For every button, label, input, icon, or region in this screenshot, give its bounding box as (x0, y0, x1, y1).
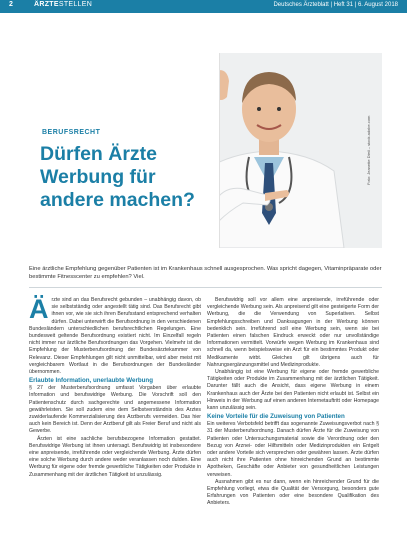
paragraph: Ausnahmen gibt es nur dann, wenn ein hinreichender Grund für die Empfehlung vorliegt, etwa die Qualität der Versorgung, besonders gute Erfahrungen von Patienten oder eine besondere Qualifikation des Anbieters. (207, 478, 379, 507)
drop-cap: Ä (29, 294, 49, 324)
text-column-1 (29, 294, 201, 479)
paragraph: Ein weiteres Verbotsfeld betrifft das sogenannte Zuweisungsverbot nach § 31 der Musterberufsordnung. Danach dürfen Ärzte für die Zuweisung von Patienten oder Untersuchungsmaterial sowie die Verordnung oder den Bezug von Arznei- oder Hilfsmitteln oder Medizinprodukten ein Entgelt oder andere Vorteile sich versprechen oder gewähren lassen. Ärzte dürfen auch nicht ihre Patienten ohne hinreichenden Grund an bestimmte Apotheken, Geschäfte oder Anbieter von gesundheitlichen Leistungen verweisen. (207, 421, 379, 478)
logo-main: ÄRZTE (34, 1, 59, 8)
divider (29, 287, 382, 288)
issue-info: Deutsches Ärzteblatt | Heft 31 | 6. August 2018 (273, 2, 398, 8)
paragraph: Berufswidrig soll vor allem eine anpreisende, irreführende oder vergleichende Werbung sein. Als anpreisend gilt eine gesteigerte Form der Werbung, die die Verwendung von Superlativen. Selbst Empfehlungsschreiben und Danksagungen in der Werbung können bedenklich sein. Irreführend soll eine Werbung sein, wenn sie bei Patienten einen falschen Eindruck erweckt oder nur unvollständige Informationen vermittelt. Vorwürfe wegen Werbung im Krankenhaus sind schnell da, wenn beispielsweise ein Arzt für ein bestimmtes Produkt oder Medikamente wirbt. Gleiches gilt übrigens auch für Nahrungsergänzungsmittel und Medizinprodukte. (207, 297, 379, 368)
text-column-2 (207, 297, 379, 508)
paragraph-text: rzte sind an das Berufsrecht gebunden – unabhängig davon, ob sie selbstständig oder angestellt tätig sind. Das Berufsrecht gibt ihnen vor, wie sie sich ihren Berufsstand entsprechend verhalten dürfen. Dabei unterwirft die Berufsordnung in den verschiedenen Bundesländern unterschiedlichen berufsrechtlichen Regelungen. Eine bundesweit geltende Berufsordnung existiert nicht. Im Einzelfall regeln nicht immer nur ärztliche Berufsordnungen das Vorgehen. Vielmehr ist die Empfehlung der Musterberufsordnung der Bundesärztekammer von Relevanz. Dieser Empfehlungen gilt nicht unmittelbar, wird aber meist mit vergleichbarem Wortlaut in die Berufsordnungen der Bundesländer übernommen. (29, 297, 201, 376)
logo-sub: STELLEN (58, 1, 93, 8)
paragraph: § 27 der Musterberufsordnung umfasst Vorgaben über erlaubte Information und berufswidrige Werbung. Die Vorschrift soll den Patientenschutz durch sachgerechte und angemessene Information gewährleisten. Sie soll zudem eine dem Selbstverständnis des Arztes zuwiderlaufende Kommerzialisierung des Arztberufs vermeiden. Das hier auch kein Bereich ist. Denn der Arztberuf gilt als Freier Beruf und nicht als Gewerbe. (29, 385, 201, 435)
subheading: Erlaubte Information, unerlaubte Werbung (29, 377, 153, 385)
article-teaser: Eine ärztliche Empfehlung gegenüber Patienten ist im Krankenhaus schnell ausgesprochen. Was spricht dagegen, Vitaminpräparate oder bestimmte Fitnesscenter zu empfehlen? Viel. (29, 266, 382, 280)
article-title: Dürfen Ärzte Werbung für andere machen? (40, 143, 195, 211)
magazine-logo (34, 1, 92, 8)
header-bar (0, 0, 407, 13)
paragraph: Unabhängig ist eine Werbung für eigene oder fremde gewerbliche Tätigkeiten oder Produkte im Zusammenhang mit der ärztlichen Tätigkeit. Darunter fällt auch die Ansicht, dass eigene Werbung in einem Krankenhaus auch der Ärzte bei den Patienten nicht erlaubt ist. Selbst ein Hinweis in der Werbung auf einen anderen Internetauftritt oder Homepage kann unzulässig sein. (207, 369, 379, 412)
subheading: Keine Vorteile für die Zuweisung von Patienten (207, 413, 345, 421)
paragraph: Ärzten ist eine sachliche berufsbezogene Information gestattet. Berufswidrige Werbung ist ihnen untersagt. Berufswidrig ist insbesondere eine anpreisende, irreführende oder vergleichende Werbung. Ärzte dürfen eine solche Werbung durch andere weder veranlassen noch dulden. Eine Werbung für eigene oder fremde gewerbliche Tätigkeiten oder Produkte in Zusammenhang mit der ärztlichen Tätigkeit ist unzulässig. (29, 435, 201, 478)
article-kicker: BERUFSRECHT (42, 129, 101, 136)
page-number: 2 (9, 1, 13, 8)
photo-credit: Foto: Jeanette Dietl – stock.adobe.com (366, 115, 371, 185)
paragraph (29, 294, 201, 376)
